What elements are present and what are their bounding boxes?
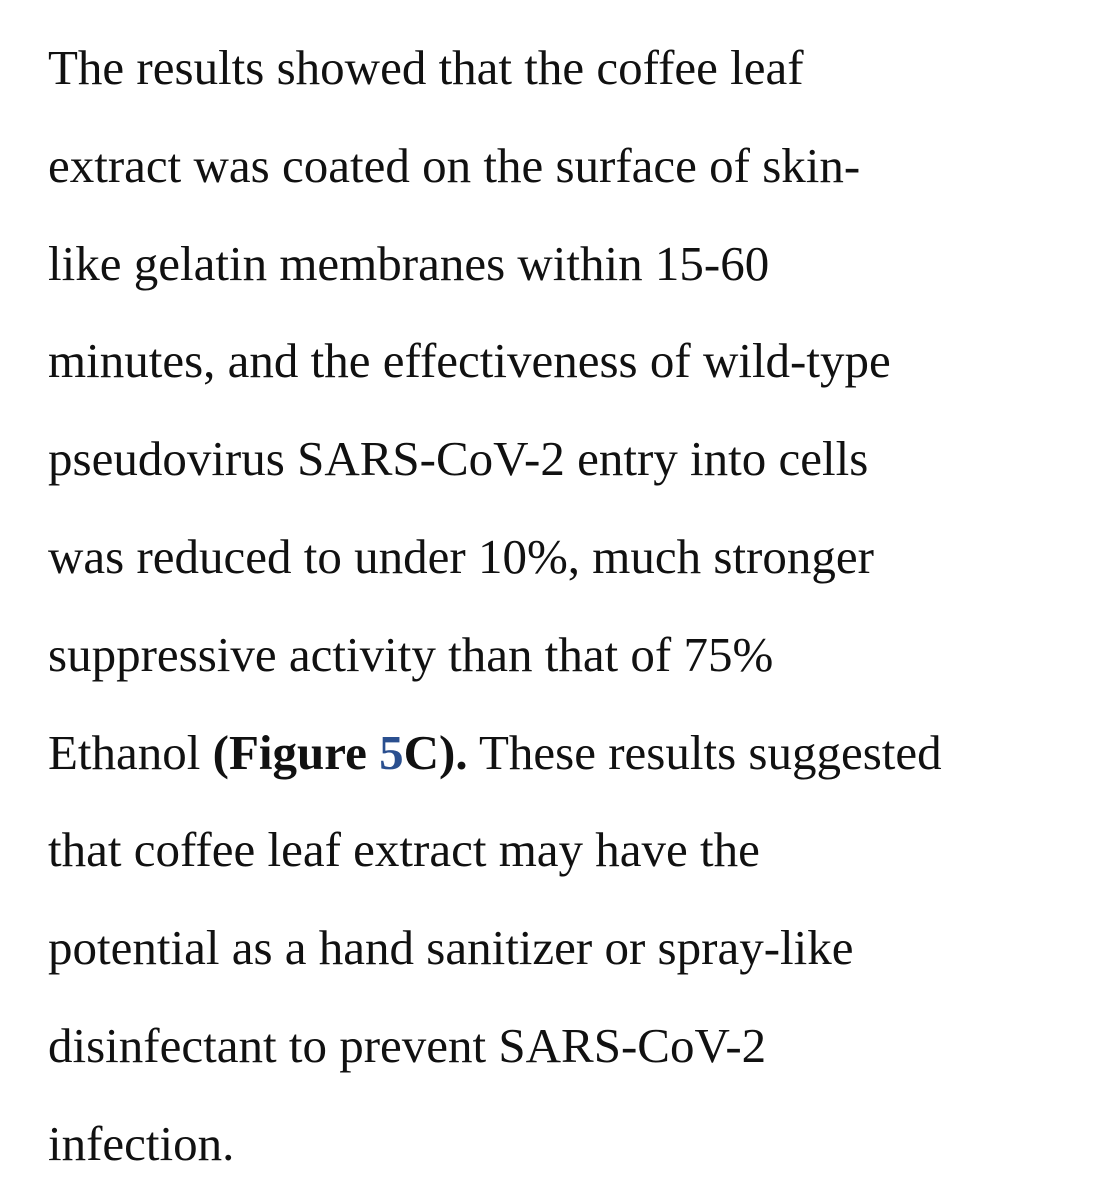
text-line: like gelatin membranes within 15-60	[48, 235, 770, 291]
figure-5-link[interactable]: 5	[379, 724, 404, 780]
text-line: pseudovirus SARS-CoV-2 entry into cells	[48, 431, 869, 487]
text-fragment: Ethanol	[48, 724, 213, 780]
text-line: extract was coated on the surface of skin-	[48, 137, 861, 193]
text-fragment: These results suggested	[467, 724, 942, 780]
text-line-with-figure-ref	[48, 724, 1068, 825]
text-line: infection.	[48, 1115, 235, 1171]
text-line: was reduced to under 10%, much stronger	[48, 528, 874, 584]
figure-ref-close: C).	[403, 724, 468, 780]
text-line: The results showed that the coffee leaf	[48, 40, 804, 95]
text-line: suppressive activity than that of 75%	[48, 626, 774, 682]
figure-ref-open: (Figure	[212, 724, 380, 780]
text-line: minutes, and the effectiveness of wild-type	[48, 333, 891, 389]
text-line: that coffee leaf extract may have the	[48, 822, 760, 878]
text-line: potential as a hand sanitizer or spray-like	[48, 920, 854, 976]
text-line: disinfectant to prevent SARS-CoV-2	[48, 1017, 767, 1073]
